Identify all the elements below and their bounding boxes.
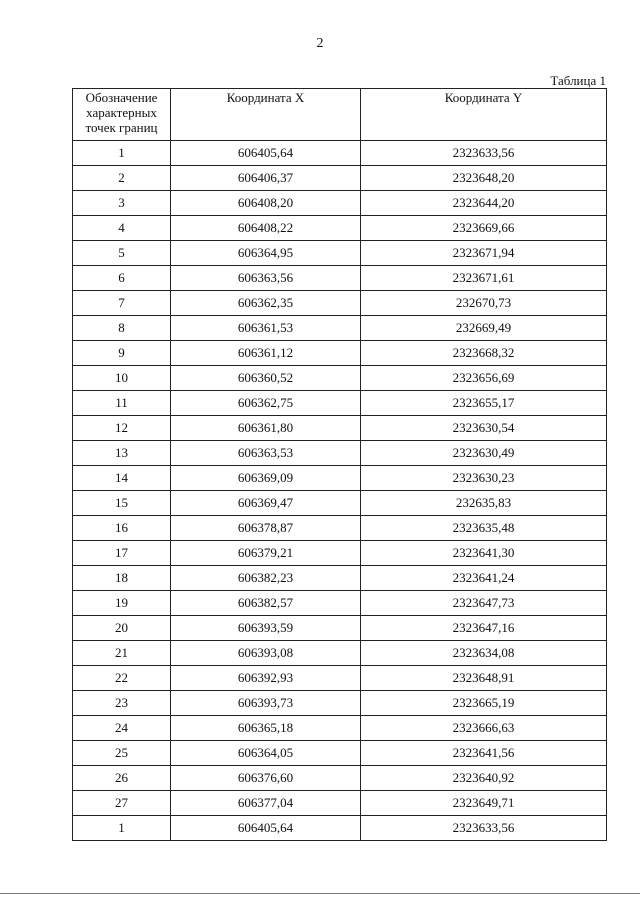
coordinate-x-cell: 606362,35 [171, 291, 361, 316]
table-row [73, 266, 607, 291]
point-number-cell: 6 [73, 266, 171, 291]
coordinate-y-cell: 2323641,56 [361, 741, 607, 766]
coordinate-y-cell: 2323671,94 [361, 241, 607, 266]
coordinate-y-cell: 232670,73 [361, 291, 607, 316]
point-number-cell: 4 [73, 216, 171, 241]
coordinate-x-cell: 606405,64 [171, 141, 361, 166]
point-number-cell: 3 [73, 191, 171, 216]
coordinate-x-cell: 606361,12 [171, 341, 361, 366]
table-row [73, 616, 607, 641]
point-number-cell: 17 [73, 541, 171, 566]
point-number-cell: 1 [73, 816, 171, 841]
coordinate-y-cell: 2323630,54 [361, 416, 607, 441]
table-row [73, 441, 607, 466]
coordinate-x-cell: 606361,53 [171, 316, 361, 341]
point-number-cell: 27 [73, 791, 171, 816]
coordinate-x-cell: 606393,08 [171, 641, 361, 666]
coordinate-x-cell: 606362,75 [171, 391, 361, 416]
header-coordinate-x: Координата X [171, 89, 361, 141]
coordinate-x-cell: 606377,04 [171, 791, 361, 816]
coordinate-y-cell: 232635,83 [361, 491, 607, 516]
coordinates-table [72, 88, 607, 841]
point-number-cell: 22 [73, 666, 171, 691]
coordinate-x-cell: 606382,23 [171, 566, 361, 591]
coordinate-y-cell: 2323671,61 [361, 266, 607, 291]
coordinate-x-cell: 606369,09 [171, 466, 361, 491]
point-number-cell: 21 [73, 641, 171, 666]
table-row [73, 566, 607, 591]
point-number-cell: 24 [73, 716, 171, 741]
coordinate-y-cell: 2323648,91 [361, 666, 607, 691]
point-number-cell: 25 [73, 741, 171, 766]
coordinate-y-cell: 2323665,19 [361, 691, 607, 716]
point-number-cell: 2 [73, 166, 171, 191]
table-row [73, 416, 607, 441]
point-number-cell: 11 [73, 391, 171, 416]
coordinate-x-cell: 606405,64 [171, 816, 361, 841]
footer-divider [0, 893, 640, 894]
table-row [73, 516, 607, 541]
coordinate-y-cell: 2323641,30 [361, 541, 607, 566]
table-row [73, 591, 607, 616]
table-row [73, 641, 607, 666]
table-row [73, 141, 607, 166]
point-number-cell: 23 [73, 691, 171, 716]
point-number-cell: 7 [73, 291, 171, 316]
coordinate-y-cell: 2323630,49 [361, 441, 607, 466]
coordinate-y-cell: 2323633,56 [361, 141, 607, 166]
table-row [73, 316, 607, 341]
table-row [73, 341, 607, 366]
coordinate-x-cell: 606376,60 [171, 766, 361, 791]
coordinate-y-cell: 2323644,20 [361, 191, 607, 216]
point-number-cell: 9 [73, 341, 171, 366]
coordinate-y-cell: 232669,49 [361, 316, 607, 341]
table-row [73, 716, 607, 741]
coordinate-y-cell: 2323656,69 [361, 366, 607, 391]
table-body [73, 141, 607, 841]
point-number-cell: 15 [73, 491, 171, 516]
coordinate-x-cell: 606393,59 [171, 616, 361, 641]
point-number-cell: 1 [73, 141, 171, 166]
table-row [73, 541, 607, 566]
table-row [73, 166, 607, 191]
table-row [73, 241, 607, 266]
table-caption: Таблица 1 [550, 73, 606, 88]
coordinate-y-cell: 2323634,08 [361, 641, 607, 666]
point-number-cell: 8 [73, 316, 171, 341]
coordinate-x-cell: 606393,73 [171, 691, 361, 716]
point-number-cell: 20 [73, 616, 171, 641]
table-row [73, 466, 607, 491]
coordinate-y-cell: 2323635,48 [361, 516, 607, 541]
coordinate-x-cell: 606360,52 [171, 366, 361, 391]
coordinate-x-cell: 606363,53 [171, 441, 361, 466]
coordinate-y-cell: 2323648,20 [361, 166, 607, 191]
table-row [73, 766, 607, 791]
point-number-cell: 19 [73, 591, 171, 616]
coordinate-x-cell: 606408,22 [171, 216, 361, 241]
table-row [73, 191, 607, 216]
table-row [73, 816, 607, 841]
coordinate-x-cell: 606363,56 [171, 266, 361, 291]
coordinate-x-cell: 606364,95 [171, 241, 361, 266]
point-number-cell: 5 [73, 241, 171, 266]
table-header-row [73, 89, 607, 141]
coordinate-x-cell: 606364,05 [171, 741, 361, 766]
coordinate-y-cell: 2323668,32 [361, 341, 607, 366]
table-row [73, 366, 607, 391]
table-row [73, 791, 607, 816]
table-row [73, 491, 607, 516]
point-number-cell: 14 [73, 466, 171, 491]
coordinate-y-cell: 2323669,66 [361, 216, 607, 241]
coordinate-y-cell: 2323640,92 [361, 766, 607, 791]
page-number: 2 [316, 36, 324, 51]
point-number-cell: 26 [73, 766, 171, 791]
table-row [73, 666, 607, 691]
point-number-cell: 16 [73, 516, 171, 541]
coordinate-y-cell: 2323641,24 [361, 566, 607, 591]
point-number-cell: 10 [73, 366, 171, 391]
coordinate-x-cell: 606406,37 [171, 166, 361, 191]
table-row [73, 691, 607, 716]
coordinate-y-cell: 2323647,16 [361, 616, 607, 641]
point-number-cell: 12 [73, 416, 171, 441]
table-row [73, 391, 607, 416]
coordinate-y-cell: 2323655,17 [361, 391, 607, 416]
coordinate-x-cell: 606365,18 [171, 716, 361, 741]
coordinate-x-cell: 606382,57 [171, 591, 361, 616]
coordinate-x-cell: 606379,21 [171, 541, 361, 566]
coordinate-x-cell: 606369,47 [171, 491, 361, 516]
coordinate-y-cell: 2323666,63 [361, 716, 607, 741]
point-number-cell: 18 [73, 566, 171, 591]
point-number-cell: 13 [73, 441, 171, 466]
coordinate-y-cell: 2323630,23 [361, 466, 607, 491]
coordinate-y-cell: 2323649,71 [361, 791, 607, 816]
coordinate-y-cell: 2323647,73 [361, 591, 607, 616]
coordinate-x-cell: 606378,87 [171, 516, 361, 541]
table-row [73, 216, 607, 241]
coordinate-x-cell: 606408,20 [171, 191, 361, 216]
coordinate-x-cell: 606392,93 [171, 666, 361, 691]
header-point-designation: Обозначение характерных точек границ [73, 89, 171, 141]
header-coordinate-y: Координата Y [361, 89, 607, 141]
coordinate-x-cell: 606361,80 [171, 416, 361, 441]
coordinate-y-cell: 2323633,56 [361, 816, 607, 841]
table-row [73, 741, 607, 766]
table-row [73, 291, 607, 316]
